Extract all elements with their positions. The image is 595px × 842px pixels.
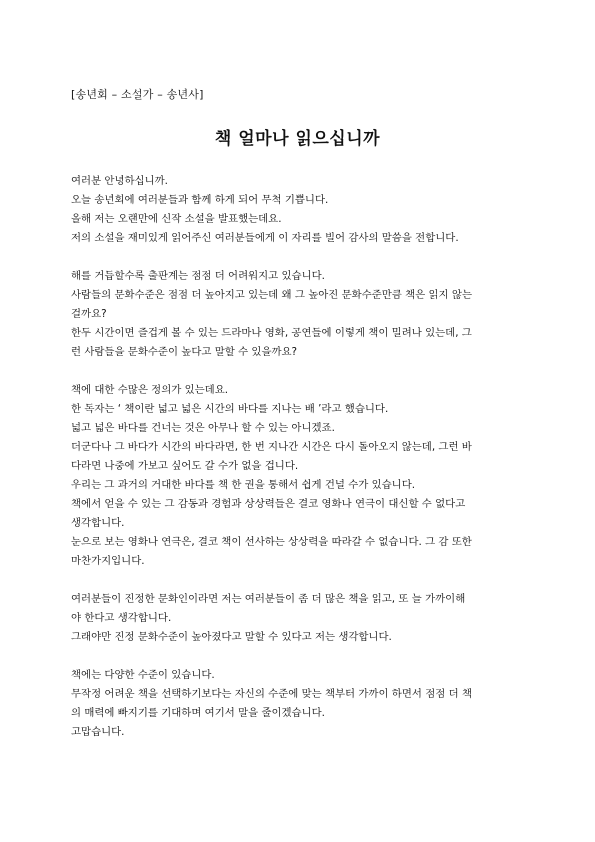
text-line: 생각합니다. [71,517,125,529]
text-line: 한두 시간이면 즐겁게 볼 수 있는 드라마나 영화, 공연들에 이렇게 책이 밀려나 있는데, 그 [71,327,472,339]
text-line: 의 매력에 빠지기를 기대하며 여기서 말을 줄이겠습니다. [71,707,325,719]
document-body [71,172,525,761]
paragraph-culture [71,590,525,647]
text-line: 사람들의 문화수준은 점점 더 높아지고 있는데 왜 그 높아진 문화수준만큼 책은 읽지 않는 [71,289,472,301]
text-line: 무작정 어려운 책을 선택하기보다는 자신의 수준에 맞는 책부터 가까이 하면서 점점 더 책 [71,688,472,700]
text-line: 여러분 안녕하십니까. [71,175,168,187]
header-tag: [송년회 – 소설가 – 송년사] [71,88,204,101]
text-line: 책에는 다양한 수준이 있습니다. [71,669,215,681]
text-line: 런 사람들을 문화수준이 높다고 말할 수 있을까요? [71,346,298,358]
text-line: 올해 저는 오랜만에 신작 소설을 발표했는데요. [71,213,282,225]
text-line: 다라면 나중에 가보고 싶어도 갈 수가 없을 겁니다. [71,460,299,472]
text-line: 책에서 얻을 수 있는 그 감동과 경험과 상상력들은 결코 영화나 연극이 대신할 수 없다고 [71,498,466,510]
text-line: 여러분들이 진정한 문화인이라면 저는 여러분들이 좀 더 많은 책을 읽고, 또 늘 가까이해 [71,593,466,605]
text-line: 걸까요? [71,308,107,320]
text-line: 책에 대한 수많은 정의가 있는데요. [71,384,229,396]
text-line: 우리는 그 과거의 거대한 바다를 책 한 권을 통해서 쉽게 건널 수가 있습니다. [71,479,416,491]
text-line: 넓고 넓은 바다를 건너는 것은 아무나 할 수 있는 아니겠죠. [71,422,335,434]
text-line: 더군다나 그 바다가 시간의 바다라면, 한 번 지나간 시간은 다시 돌아오지 않는데, 그런 바 [71,441,472,453]
text-line: 해를 거듭할수록 출판계는 점점 더 어려워지고 있습니다. [71,270,325,282]
paragraph-definition [71,381,525,571]
text-line: 야 한다고 생각합니다. [71,612,172,624]
text-line: 한 독자는 ‘ 책이란 넓고 넓은 시간의 바다를 지나는 배 ’라고 했습니다. [71,403,389,415]
text-line: 마찬가지입니다. [71,555,145,567]
text-line: 오늘 송년회에 여러분들과 함께 하게 되어 무척 기쁩니다. [71,194,329,206]
text-line: 그래야만 진정 문화수준이 높아졌다고 말할 수 있다고 저는 생각합니다. [71,631,392,643]
text-line: 저의 소설을 재미있게 읽어주신 여러분들에게 이 자리를 빌어 감사의 말씀을 전합니다. [71,232,459,244]
paragraph-closing [71,666,525,742]
paragraph-greeting [71,172,525,248]
text-line: 눈으로 보는 영화나 연극은, 결코 책이 선사하는 상상력을 따라갈 수 없습니다. 그 감 또한 [71,536,472,548]
text-line: 고맙습니다. [71,726,125,738]
document-title: 책 얼마나 읽으십니까 [214,129,381,149]
paragraph-publishing [71,267,525,362]
